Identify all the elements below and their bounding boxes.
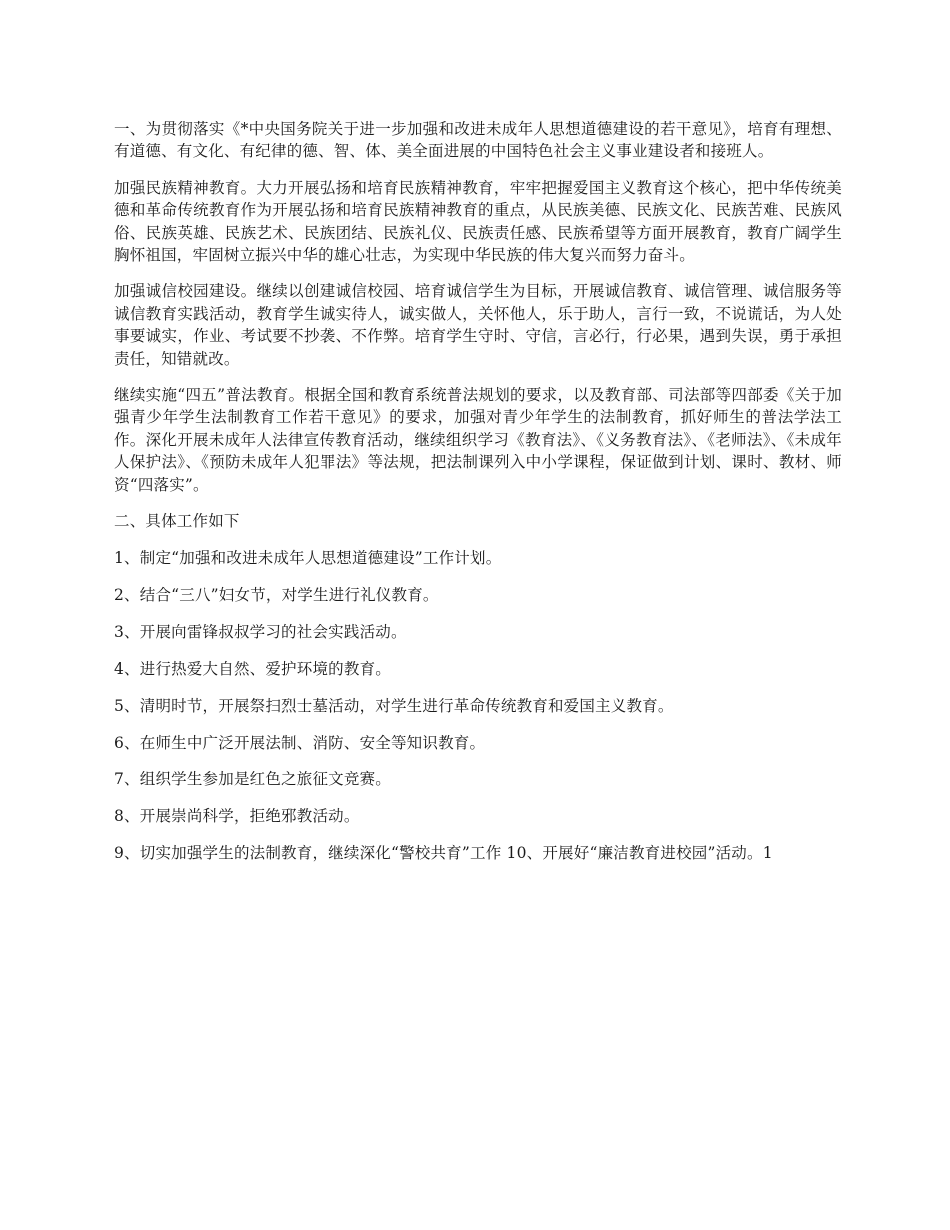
paragraph-integrity-campus: 加强诚信校园建设。继续以创建诚信校园、培育诚信学生为目标，开展诚信教育、诚信管理、诚信服务等诚信教育实践活动，教育学生诚实待人，诚实做人，关怀他人，乐于助人，言行一致，不说谎话，为人处事要诚实，作业、考试要不抄袭、不作弊。培育学生守时、守信，言必行，行必果，遇到失误，勇于承担责任，知错就改。: [114, 282, 842, 368]
list-item: 2、结合“三八”妇女节，对学生进行礼仪教育。: [114, 585, 439, 604]
list-item: 3、开展向雷锋叔叔学习的社会实践活动。: [114, 622, 407, 641]
list-item: 5、清明时节，开展祭扫烈士墓活动，对学生进行革命传统教育和爱国主义教育。: [114, 696, 674, 715]
section-heading-tasks: 二、具体工作如下: [114, 512, 240, 531]
list-item: 4、进行热爱大自然、爱护环境的教育。: [114, 659, 391, 678]
document-body: [114, 118, 842, 879]
list-item: 7、组织学生参加是红色之旅征文竞赛。: [114, 770, 391, 789]
list-item: 8、开展崇尚科学，拒绝邪教活动。: [114, 807, 360, 826]
paragraph-law-education: 继续实施“四五”普法教育。根据全国和教育系统普法规划的要求，以及教育部、司法部等四部委《关于加强青少年学生法制教育工作若干意见》的要求，加强对青少年学生的法制教育，抓好师生的普法学法工作。深化开展未成年人法律宣传教育活动，继续组织学习《教育法》、《义务教育法》、《老师法》、《未成年人保护法》、《预防未成年人犯罪法》等法规，把法制课列入中小学课程，保证做到计划、课时、教材、师资“四落实”。: [114, 386, 842, 494]
list-item: 1、制定“加强和改进未成年人思想道德建设”工作计划。: [114, 549, 502, 567]
list-item: 6、在师生中广泛开展法制、消防、安全等知识教育。: [114, 733, 486, 752]
list-item: 9、切实加强学生的法制教育，继续深化“警校共育”工作 10、开展好“廉洁教育进校园”活动。1: [114, 844, 773, 863]
paragraph-national-spirit: 加强民族精神教育。大力开展弘扬和培育民族精神教育，牢牢把握爱国主义教育这个核心，把中华传统美德和革命传统教育作为开展弘扬和培育民族精神教育的重点，从民族美德、民族文化、民族苦难、民族风俗、民族英雄、民族艺术、民族团结、民族礼仪、民族责任感、民族希望等方面开展教育，教育广阔学生胸怀祖国，牢固树立振兴中华的雄心壮志，为实现中华民族的伟大复兴而努力奋斗。: [114, 178, 842, 265]
paragraph-intro: 一、为贯彻落实《*中央国务院关于进一步加强和改进未成年人思想道德建设的若干意见》，培育有理想、有道德、有文化、有纪律的德、智、体、美全面进展的中国特色社会主义事业建设者和接班人。: [114, 120, 842, 161]
